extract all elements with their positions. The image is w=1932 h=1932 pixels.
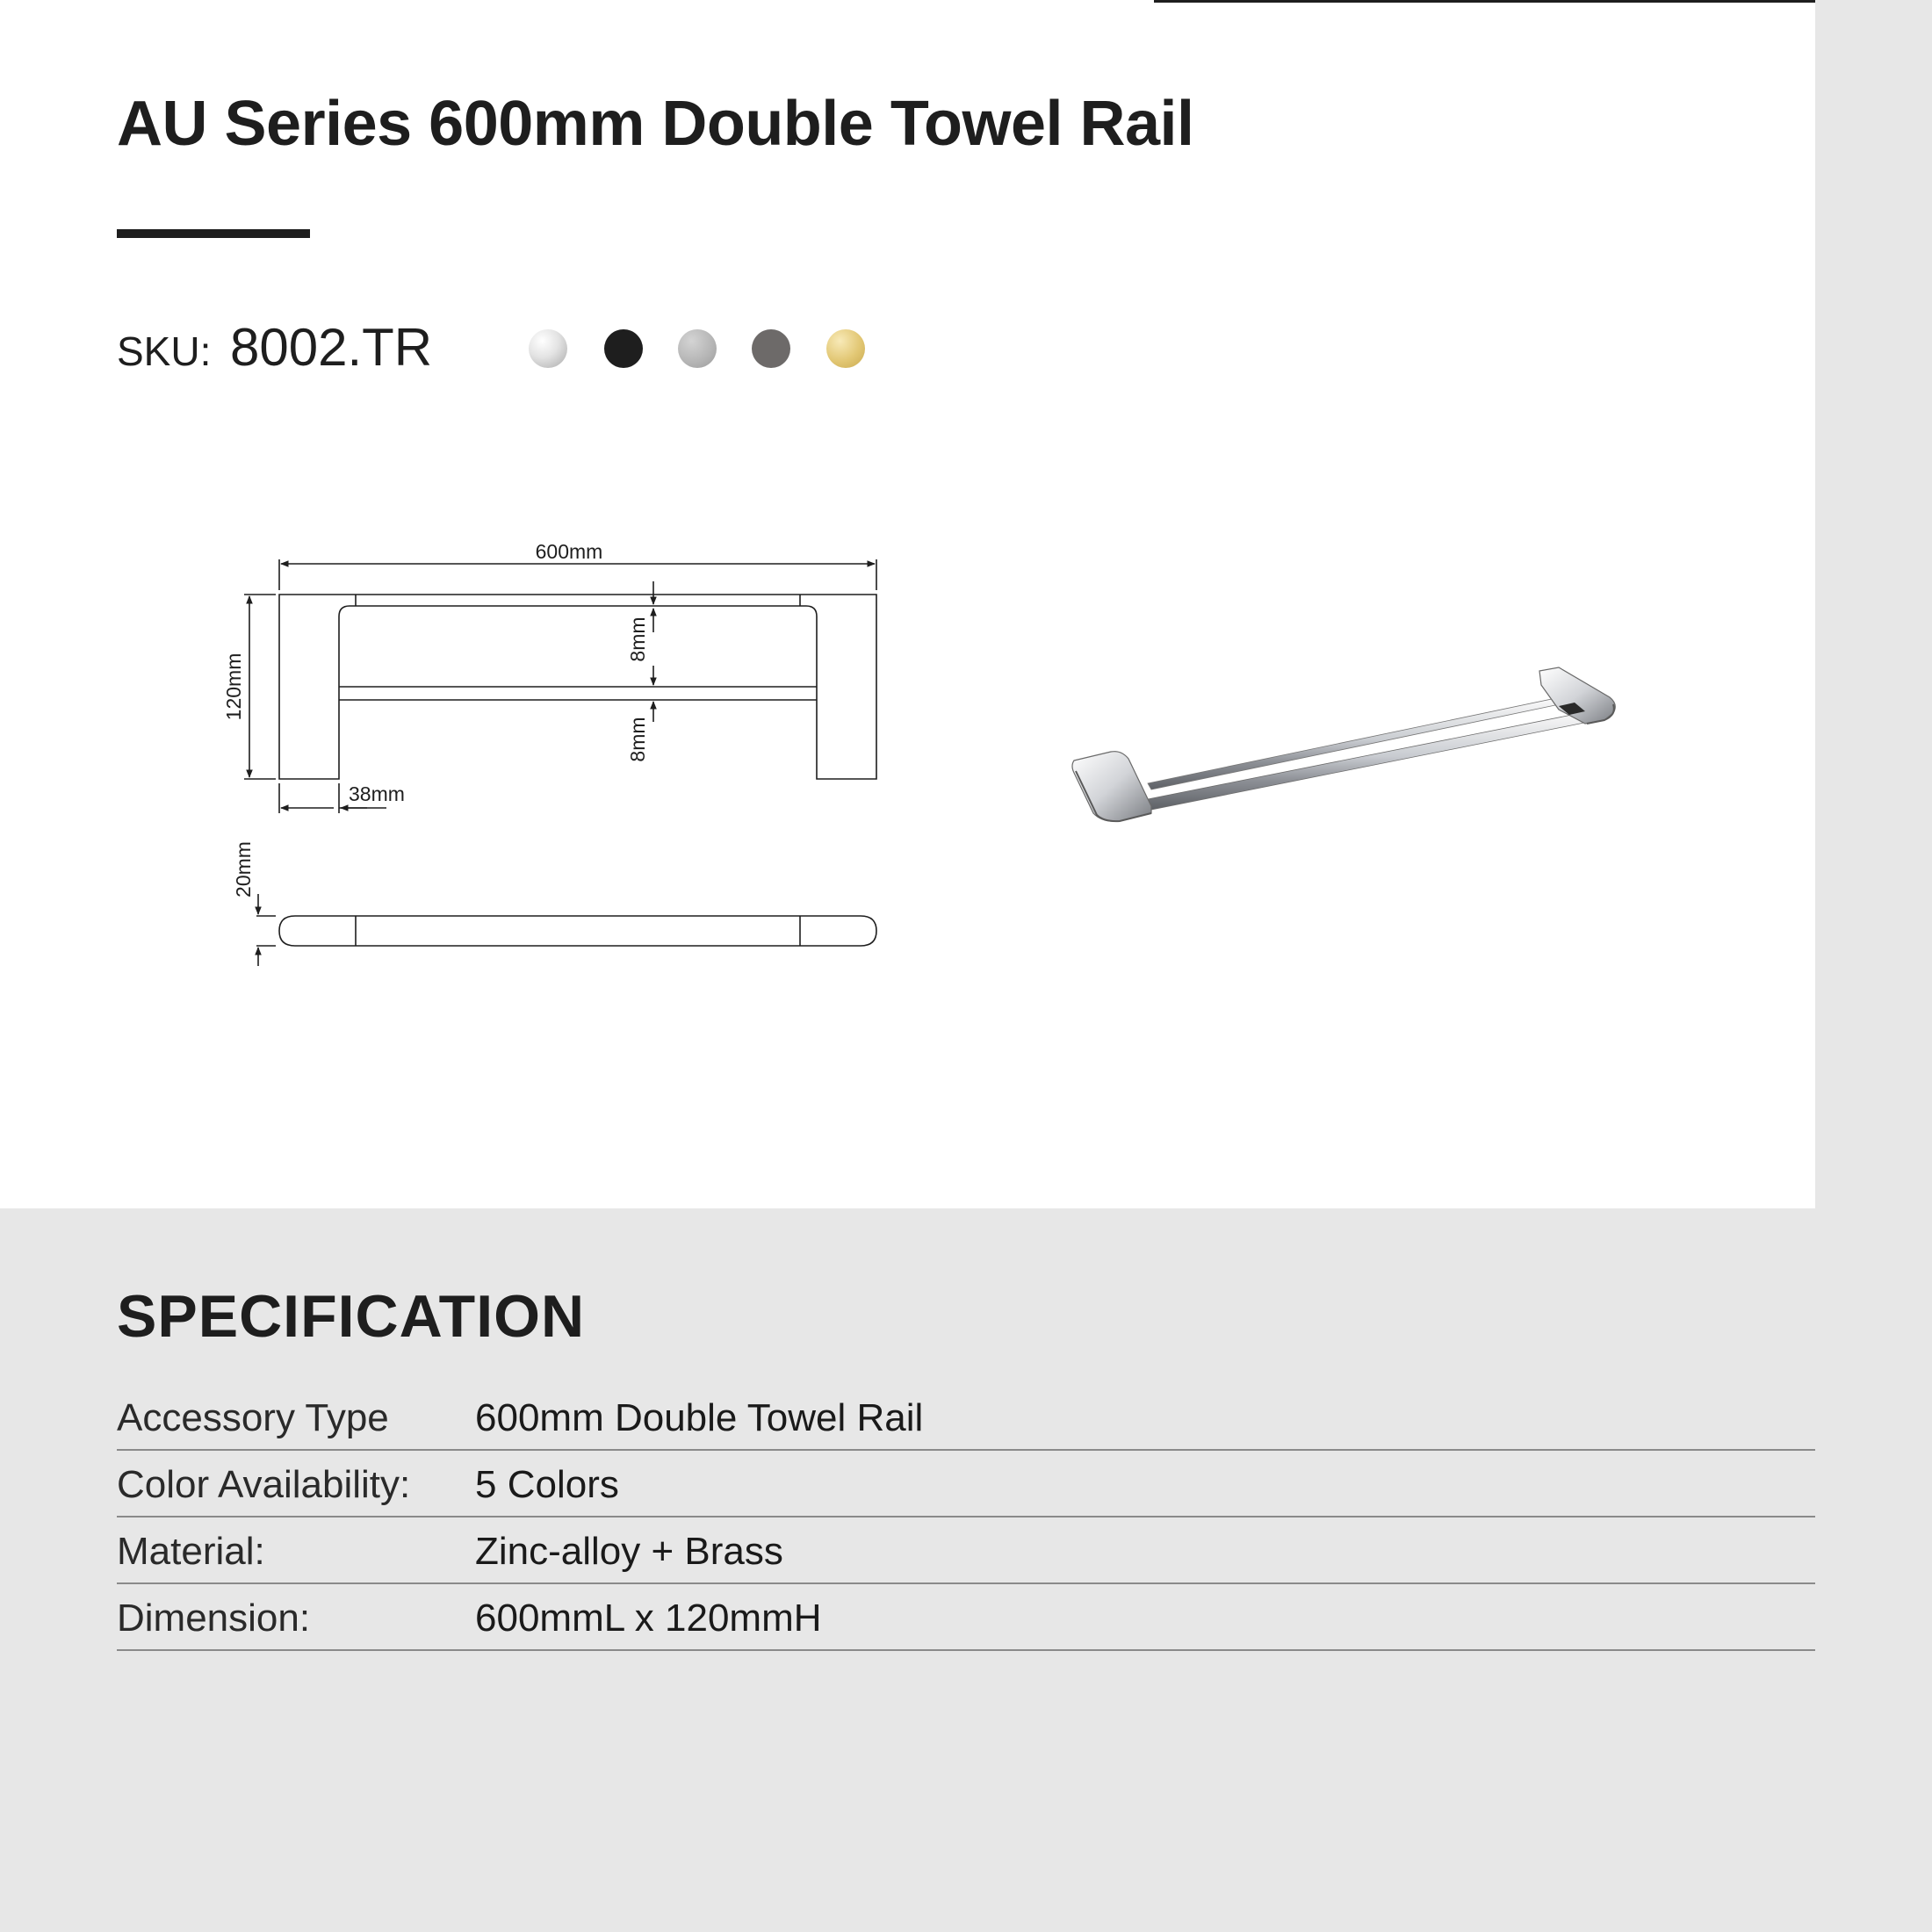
- depth-dimension-label: 38mm: [349, 782, 405, 805]
- top-rule: [1154, 0, 1815, 3]
- spec-value: 600mmL x 120mmH: [475, 1597, 822, 1640]
- title-underline: [117, 229, 310, 238]
- black-swatch-icon[interactable]: [604, 329, 643, 368]
- bottom-bar-dimension-label: 8mm: [626, 717, 649, 762]
- spec-label: Color Availability:: [117, 1463, 411, 1506]
- gunmetal-swatch-icon[interactable]: [752, 329, 790, 368]
- spec-label: Dimension:: [117, 1597, 311, 1640]
- top-bar-dimension-label: 8mm: [626, 616, 649, 662]
- width-dimension-label: 600mm: [535, 540, 603, 563]
- height-dimension-label: 120mm: [222, 652, 245, 721]
- spec-row: [117, 1517, 1815, 1584]
- spec-value: 600mm Double Towel Rail: [475, 1396, 924, 1439]
- spec-row: [117, 1584, 1815, 1651]
- sku-value: 8002.TR: [230, 318, 433, 377]
- spec-row: [117, 1451, 1815, 1517]
- spec-label: Material:: [117, 1530, 265, 1573]
- specification-heading: SPECIFICATION: [117, 1283, 586, 1350]
- brushed-gold-swatch-icon[interactable]: [826, 329, 865, 368]
- spec-row: [117, 1384, 1815, 1451]
- brushed-nickel-swatch-icon[interactable]: [678, 329, 717, 368]
- sku-label: SKU:: [117, 328, 212, 374]
- page-title: AU Series 600mm Double Towel Rail: [117, 89, 1194, 159]
- product-image: [1067, 650, 1647, 852]
- dimension-drawing: [211, 527, 896, 984]
- spec-value: Zinc-alloy + Brass: [475, 1530, 783, 1573]
- side-dimension-label: 20mm: [232, 841, 255, 898]
- chrome-swatch-icon[interactable]: [529, 329, 567, 368]
- specification-table: [117, 1384, 1815, 1651]
- spec-value: 5 Colors: [475, 1463, 619, 1506]
- spec-label: Accessory Type: [117, 1396, 389, 1439]
